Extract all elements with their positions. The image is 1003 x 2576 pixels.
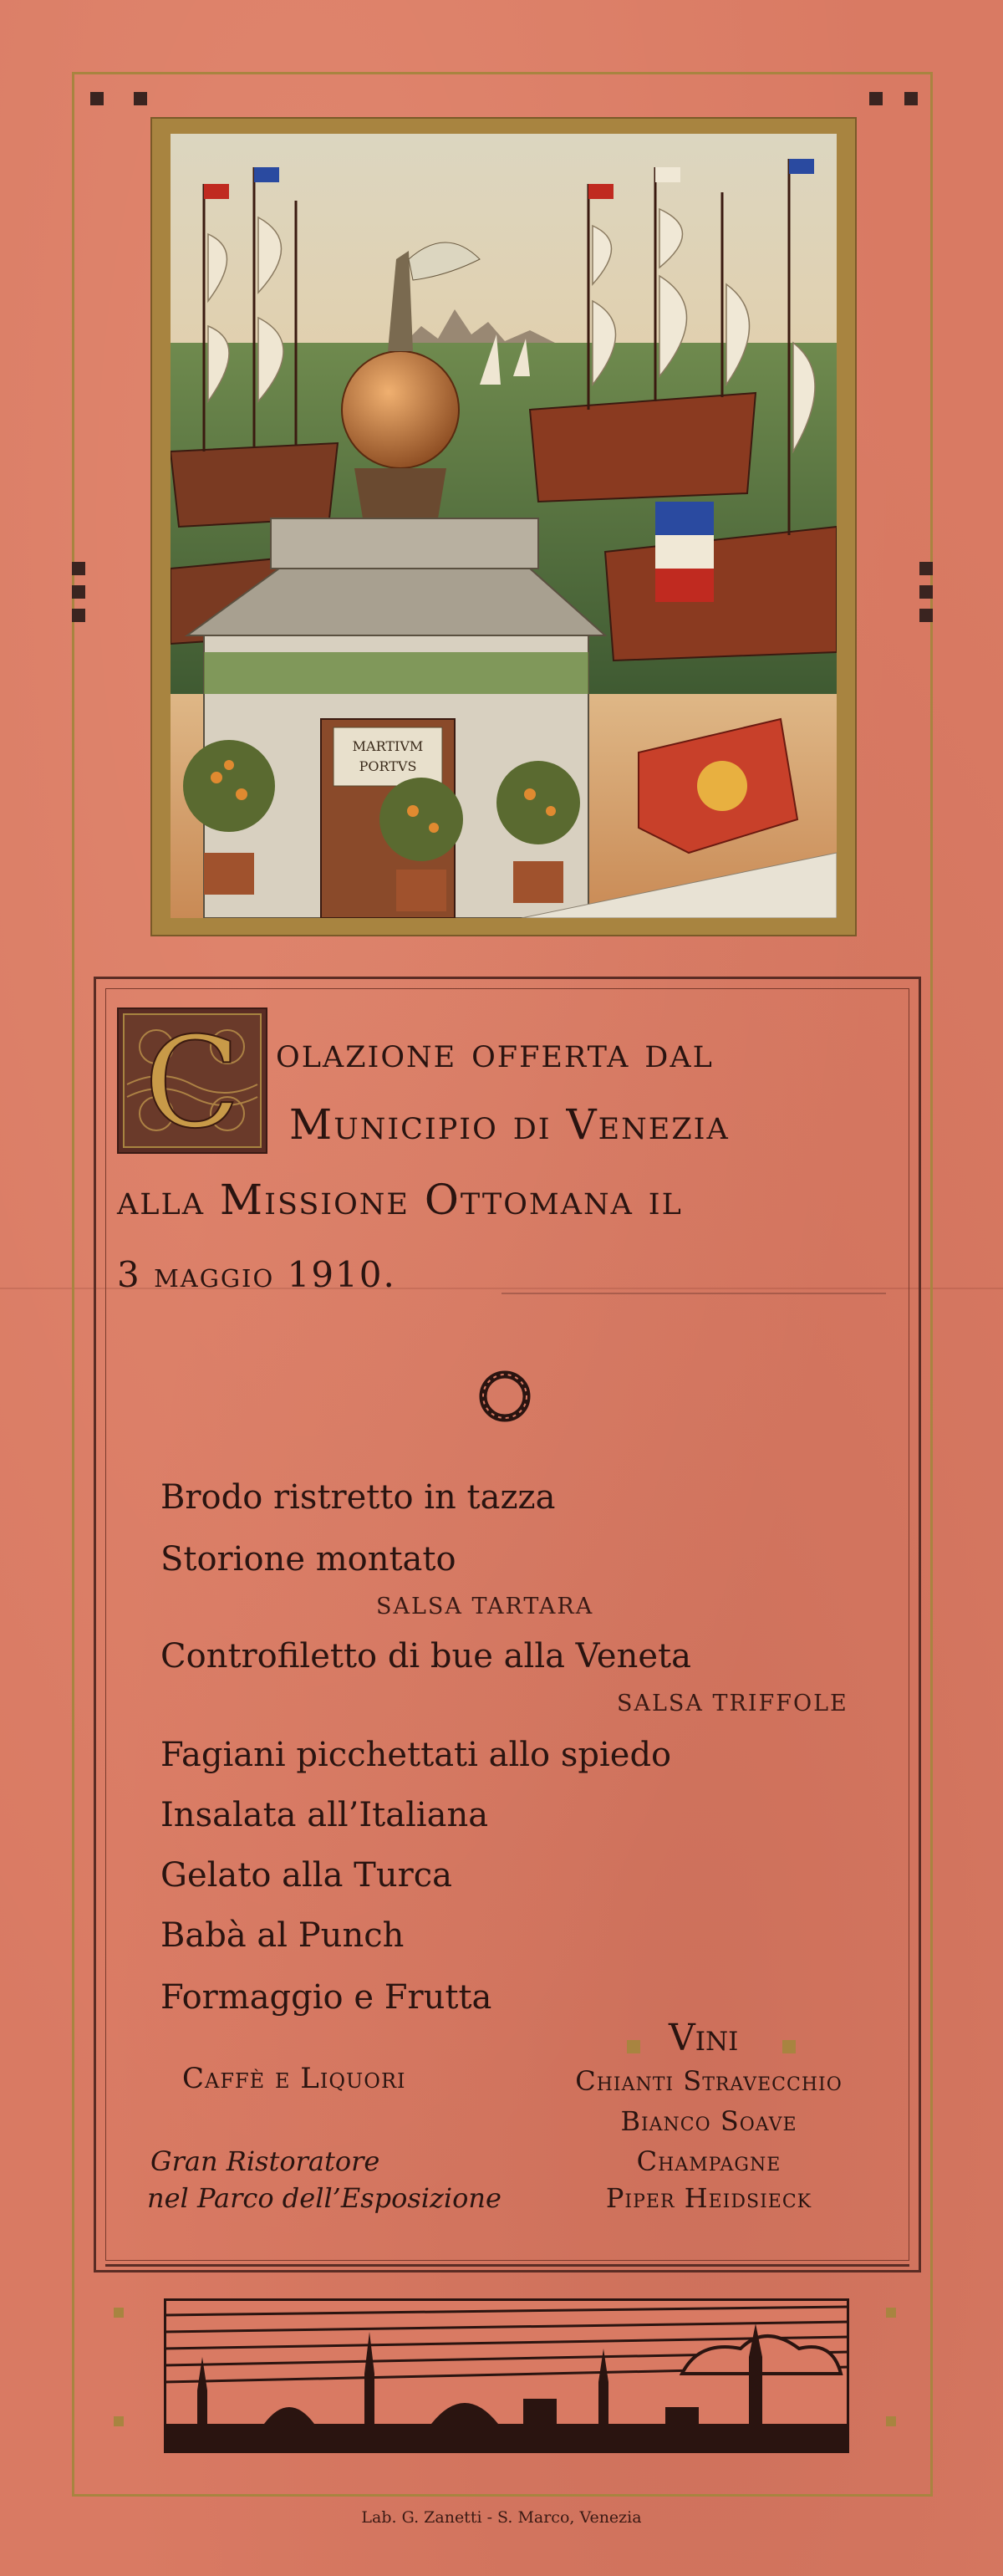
side-square-icon xyxy=(72,585,85,599)
side-square-icon xyxy=(919,609,933,622)
dish-item: Insalata all’Italiana xyxy=(160,1796,489,1834)
vini-ornament-icon xyxy=(627,2040,640,2053)
ristoratore-line-1: Gran Ristoratore xyxy=(150,2145,380,2177)
vini-heading: Vini xyxy=(669,2017,739,2059)
sauce-label: SALSA TRIFFOLE xyxy=(617,1691,848,1716)
dish-item: Storione montato xyxy=(160,1540,456,1579)
side-square-icon xyxy=(72,562,85,575)
wine-item: Bianco Soave xyxy=(620,2105,797,2137)
corner-square-icon xyxy=(869,92,883,105)
wine-item: Piper Heidsieck xyxy=(605,2182,812,2214)
illustration-frame xyxy=(150,117,857,936)
corner-square-icon xyxy=(904,92,918,105)
side-square-icon xyxy=(919,585,933,599)
dish-item: Brodo ristretto in tazza xyxy=(160,1478,556,1517)
dish-item: Babà al Punch xyxy=(160,1916,405,1955)
dish-item: Controfiletto di bue alla Veneta xyxy=(160,1637,691,1676)
initial-c-icon xyxy=(119,1009,266,1152)
svg-text:PORTVS: PORTVS xyxy=(359,758,417,774)
gold-square-icon xyxy=(114,2308,124,2318)
title-underline xyxy=(502,1293,886,1294)
illuminated-initial xyxy=(117,1007,267,1154)
cityscape-panel xyxy=(105,2264,909,2473)
vini-ornament-icon xyxy=(782,2040,796,2053)
svg-text:C: C xyxy=(144,1011,241,1152)
title-line-2: Municipio di Venezia xyxy=(289,1100,730,1149)
cityscape-silhouette xyxy=(164,2298,849,2453)
gold-square-icon xyxy=(886,2416,896,2426)
sauce-label: SALSA TARTARA xyxy=(376,1594,594,1620)
wreath-ornament-icon xyxy=(476,1368,533,1425)
title-line-4: 3 maggio 1910. xyxy=(117,1254,396,1295)
printer-credit: Lab. G. Zanetti - S. Marco, Venezia xyxy=(361,2508,642,2527)
corner-square-icon xyxy=(90,92,104,105)
title-line-3: alla Missione Ottomana il xyxy=(117,1176,683,1224)
svg-text:MARTIVM: MARTIVM xyxy=(352,738,424,754)
gold-square-icon xyxy=(114,2416,124,2426)
wine-item: Champagne xyxy=(636,2145,782,2177)
wine-item: Chianti Stravecchio xyxy=(575,2065,843,2097)
gold-square-icon xyxy=(886,2308,896,2318)
venice-harbor-illustration xyxy=(171,134,837,918)
dish-item: Fagiani picchettati allo spiedo xyxy=(160,1736,672,1774)
caffe-liquori: Caffè e Liquori xyxy=(182,2062,406,2095)
dish-item: Formaggio e Frutta xyxy=(160,1978,492,2017)
side-square-icon xyxy=(72,609,85,622)
ristoratore-line-2: nel Parco dell’Esposizione xyxy=(147,2182,502,2214)
side-square-icon xyxy=(919,562,933,575)
title-line-1: olazione offerta dal xyxy=(276,1028,714,1077)
dish-item: Gelato alla Turca xyxy=(160,1856,452,1895)
corner-square-icon xyxy=(134,92,147,105)
